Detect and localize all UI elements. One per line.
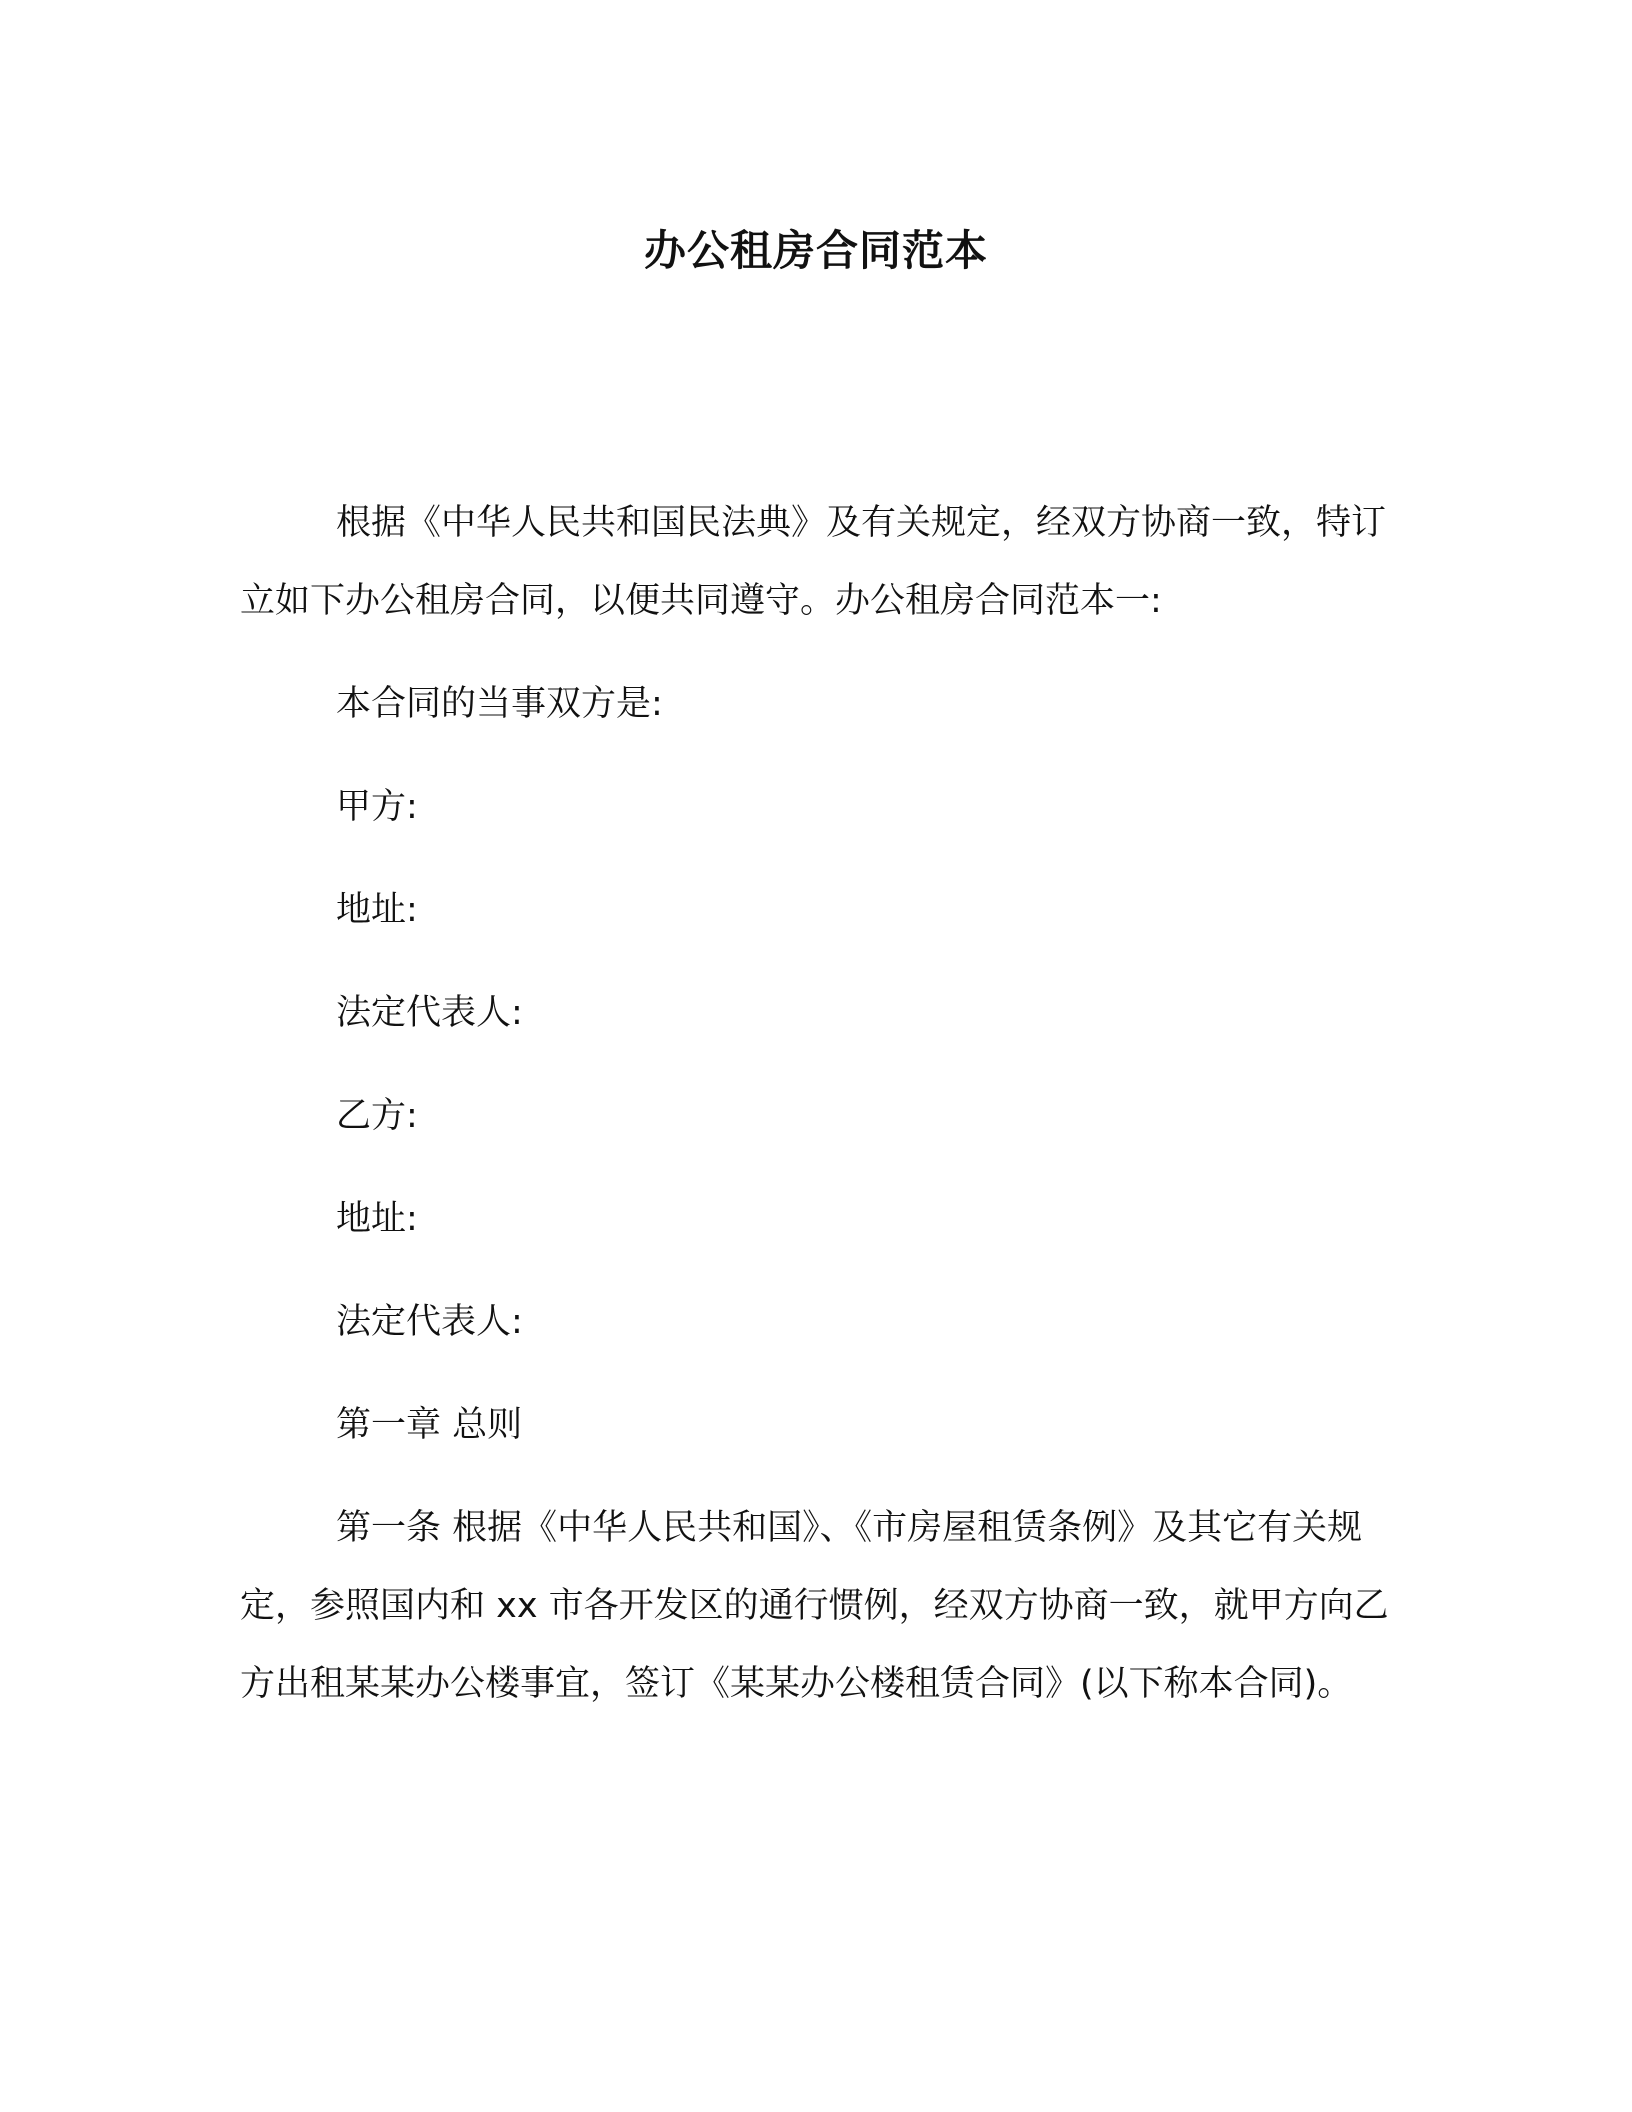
party-a-representative-label: 法定代表人:	[336, 993, 523, 1033]
article-one-paragraph: 第一条 根据《中华人民共和国》、《市房屋租赁条例》及其它有关规定，参照国内和 xx 市各开发区的通行惯例，经双方协商一致，就甲方向乙方出租某某办公楼事宜，签订《某某办公楼租赁合同》(以下称本合同)。	[240, 1508, 1389, 1704]
party-b-address-label: 地址:	[336, 1199, 418, 1239]
party-a-address-label: 地址:	[336, 890, 418, 930]
document-body	[240, 484, 1400, 1723]
parties-heading: 本合同的当事双方是:	[336, 684, 663, 724]
party-a-label: 甲方:	[336, 787, 418, 827]
document-title: 办公租房合同范本	[643, 226, 988, 275]
chapter-one-heading: 第一章 总则	[336, 1405, 523, 1445]
intro-paragraph: 根据《中华人民共和国民法典》及有关规定，经双方协商一致，特订立如下办公租房合同，以便共同遵守。办公租房合同范本一:	[240, 503, 1387, 621]
party-b-representative-label: 法定代表人:	[336, 1302, 523, 1342]
party-b-label: 乙方:	[336, 1096, 418, 1136]
